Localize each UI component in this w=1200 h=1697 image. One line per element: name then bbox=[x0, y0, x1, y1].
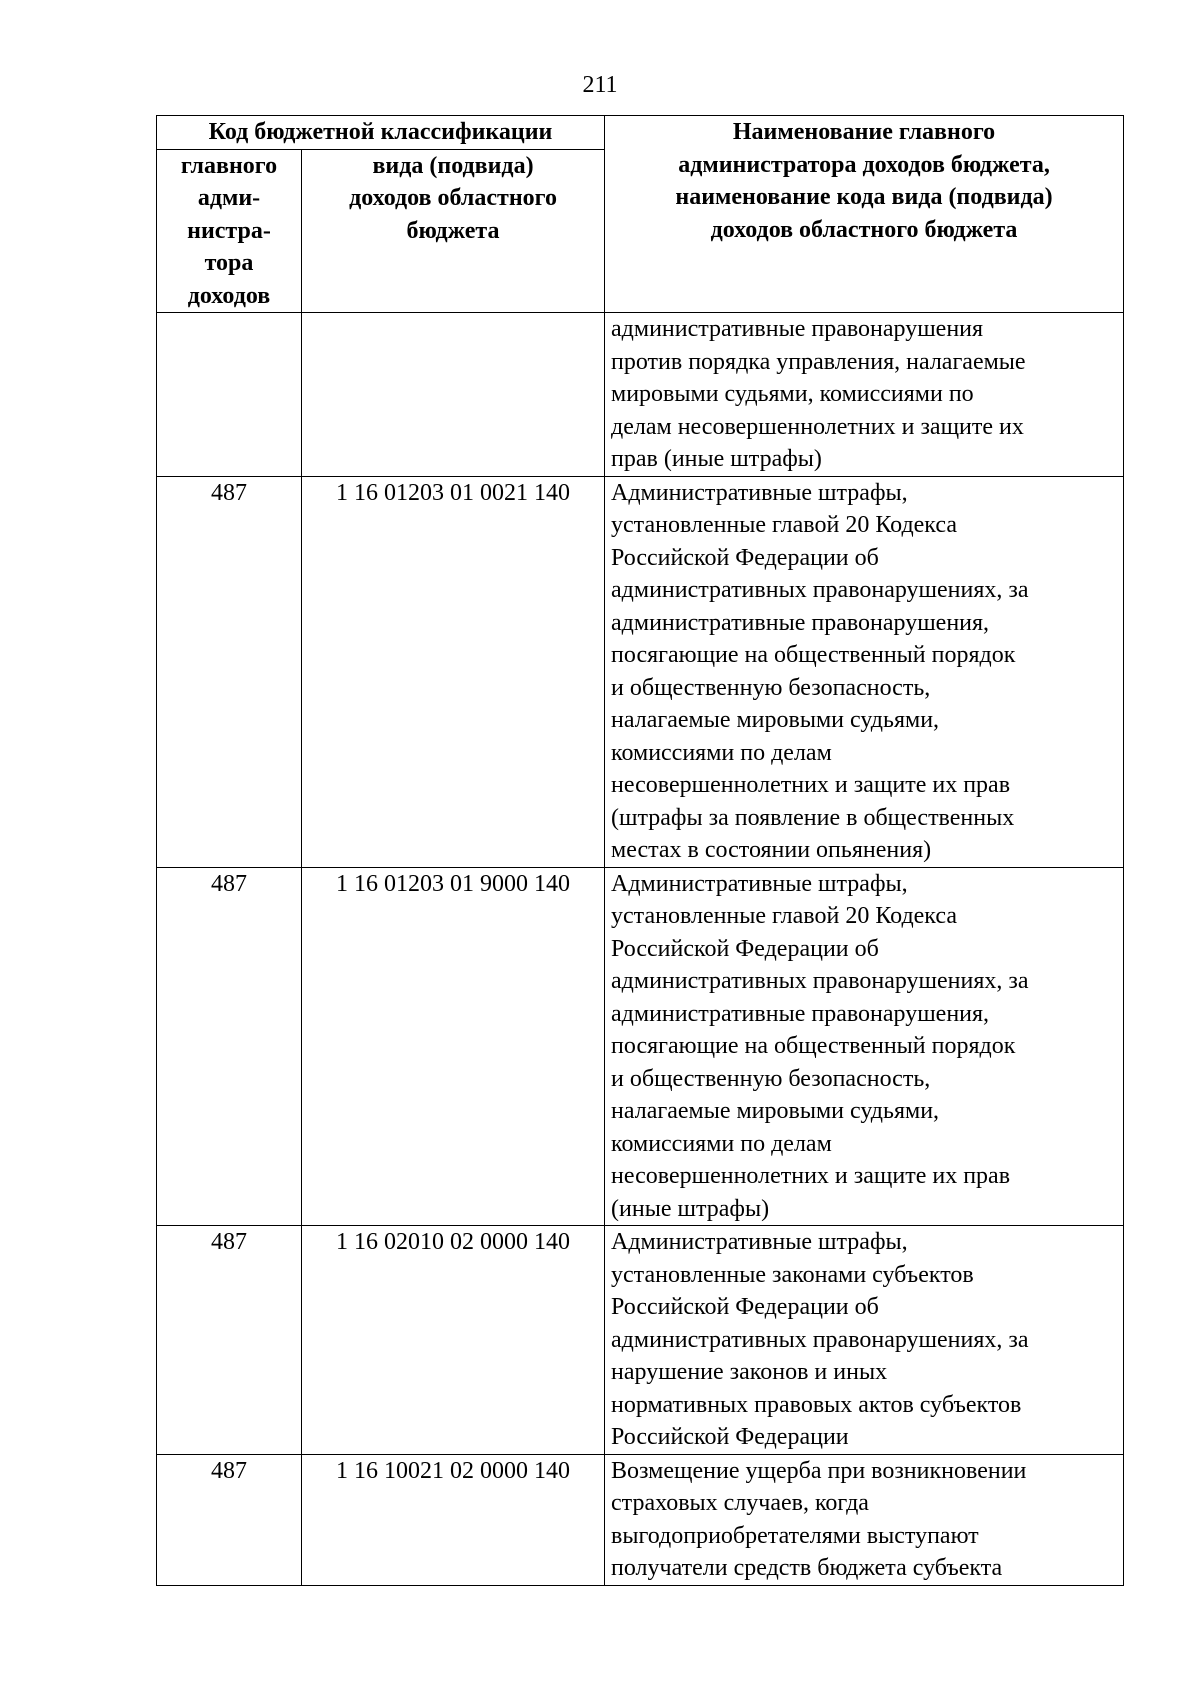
revenue-code-cell: 1 16 01203 01 9000 140 bbox=[302, 867, 605, 1226]
revenue-name-line: делам несовершеннолетних и защите их bbox=[611, 413, 1024, 440]
revenue-name-line: посягающие на общественный порядок bbox=[611, 1033, 1016, 1059]
admin-code-cell: 487 bbox=[157, 1454, 302, 1585]
header-code-line: бюджета bbox=[406, 217, 500, 244]
revenue-name-line: и общественную безопасность, bbox=[611, 674, 931, 701]
revenue-code-cell: 1 16 02010 02 0000 140 bbox=[302, 1226, 605, 1455]
revenue-name-line: (иные штрафы) bbox=[611, 1195, 770, 1222]
admin-code-cell: 487 bbox=[157, 1226, 302, 1455]
revenue-name-line: (штрафы за появление в общественных bbox=[611, 804, 1015, 831]
revenue-name-line: и общественную безопасность, bbox=[611, 1065, 931, 1092]
revenue-name-line: нормативных правовых актов субъектов bbox=[611, 1391, 1022, 1418]
table-row bbox=[157, 313, 1124, 477]
revenue-name-line: получатели средств бюджета субъекта bbox=[611, 1555, 1003, 1581]
revenue-name-line: местах в состоянии опьянения) bbox=[611, 837, 932, 863]
admin-code-cell: 487 bbox=[157, 476, 302, 867]
revenue-code-cell bbox=[302, 313, 605, 477]
header-name-line: Наименование главного bbox=[732, 119, 996, 145]
revenue-name-line: нарушение законов и иных bbox=[611, 1359, 888, 1385]
header-code-column bbox=[302, 149, 605, 313]
revenue-name-line: налагаемые мировыми судьями, bbox=[611, 707, 940, 733]
header-admin-line: доходов bbox=[187, 282, 271, 309]
revenue-name-line: административные правонарушения bbox=[611, 316, 984, 342]
revenue-name-line: установленные главой 20 Кодекса bbox=[611, 903, 957, 929]
revenue-name-line: посягающие на общественный порядок bbox=[611, 642, 1016, 668]
budget-classification-table bbox=[156, 115, 1124, 1586]
revenue-name-line: несовершеннолетних и защите их прав bbox=[611, 1163, 1011, 1189]
header-code-line: вида (подвида) bbox=[372, 152, 534, 179]
revenue-name-line: несовершеннолетних и защите их прав bbox=[611, 772, 1011, 798]
revenue-name-line: страховых случаев, когда bbox=[611, 1490, 869, 1516]
revenue-name-line: административные правонарушения, bbox=[611, 609, 990, 636]
revenue-name-line: административных правонарушениях, за bbox=[611, 968, 1029, 994]
header-admin-line: главного bbox=[180, 152, 278, 179]
revenue-name-cell bbox=[605, 313, 1124, 477]
revenue-name-line: административные правонарушения, bbox=[611, 1000, 990, 1027]
revenue-name-line: Административные штрафы, bbox=[611, 870, 908, 897]
table-row bbox=[157, 1226, 1124, 1455]
revenue-name-line: Российской Федерации bbox=[611, 1424, 849, 1450]
revenue-name-line: административных правонарушениях, за bbox=[611, 577, 1029, 603]
revenue-name-line: против порядка управления, налагаемые bbox=[611, 348, 1026, 375]
header-admin-line: нистра- bbox=[187, 217, 271, 244]
revenue-name-line: Административные штрафы, bbox=[611, 479, 908, 506]
header-admin-column bbox=[157, 149, 302, 313]
table-body bbox=[157, 313, 1124, 1586]
revenue-code-cell: 1 16 10021 02 0000 140 bbox=[302, 1454, 605, 1585]
revenue-name-cell bbox=[605, 1226, 1124, 1455]
revenue-name-line: налагаемые мировыми судьями, bbox=[611, 1098, 940, 1124]
table-row bbox=[157, 1454, 1124, 1585]
admin-code-cell: 487 bbox=[157, 867, 302, 1226]
page-number: 211 bbox=[582, 72, 618, 98]
revenue-name-line: Российской Федерации об bbox=[611, 1294, 879, 1320]
table-row bbox=[157, 476, 1124, 867]
admin-code-cell bbox=[157, 313, 302, 477]
revenue-name-line: комиссиями по делам bbox=[611, 1130, 832, 1157]
revenue-name-line: выгодоприобретателями выступают bbox=[611, 1522, 979, 1549]
revenue-name-cell bbox=[605, 867, 1124, 1226]
revenue-name-line: Возмещение ущерба при возникновении bbox=[611, 1457, 1027, 1484]
revenue-name-line: прав (иные штрафы) bbox=[611, 446, 822, 472]
header-admin-line: адми- bbox=[197, 185, 261, 211]
revenue-name-cell bbox=[605, 1454, 1124, 1585]
table-header-row bbox=[157, 116, 1124, 150]
revenue-name-line: Российской Федерации об bbox=[611, 544, 879, 571]
revenue-name-line: Российской Федерации об bbox=[611, 935, 879, 962]
revenue-name-line: установленные законами субъектов bbox=[611, 1261, 974, 1288]
revenue-name-cell bbox=[605, 476, 1124, 867]
header-name-column bbox=[605, 116, 1124, 313]
header-classification-code: Код бюджетной классификации bbox=[157, 116, 605, 150]
header-name-line: администратора доходов бюджета, bbox=[678, 151, 1050, 178]
revenue-name-line: мировыми судьями, комиссиями по bbox=[611, 381, 974, 407]
revenue-name-line: установленные главой 20 Кодекса bbox=[611, 512, 957, 538]
revenue-name-line: административных правонарушениях, за bbox=[611, 1326, 1029, 1353]
header-code-line: доходов областного bbox=[349, 185, 557, 211]
revenue-name-line: комиссиями по делам bbox=[611, 739, 832, 766]
revenue-code-cell: 1 16 01203 01 0021 140 bbox=[302, 476, 605, 867]
table-row bbox=[157, 867, 1124, 1226]
revenue-name-line: Административные штрафы, bbox=[611, 1229, 908, 1255]
header-name-line: доходов областного бюджета bbox=[710, 216, 1018, 243]
header-admin-line: тора bbox=[204, 250, 254, 276]
header-name-line: наименование кода вида (подвида) bbox=[675, 184, 1053, 210]
